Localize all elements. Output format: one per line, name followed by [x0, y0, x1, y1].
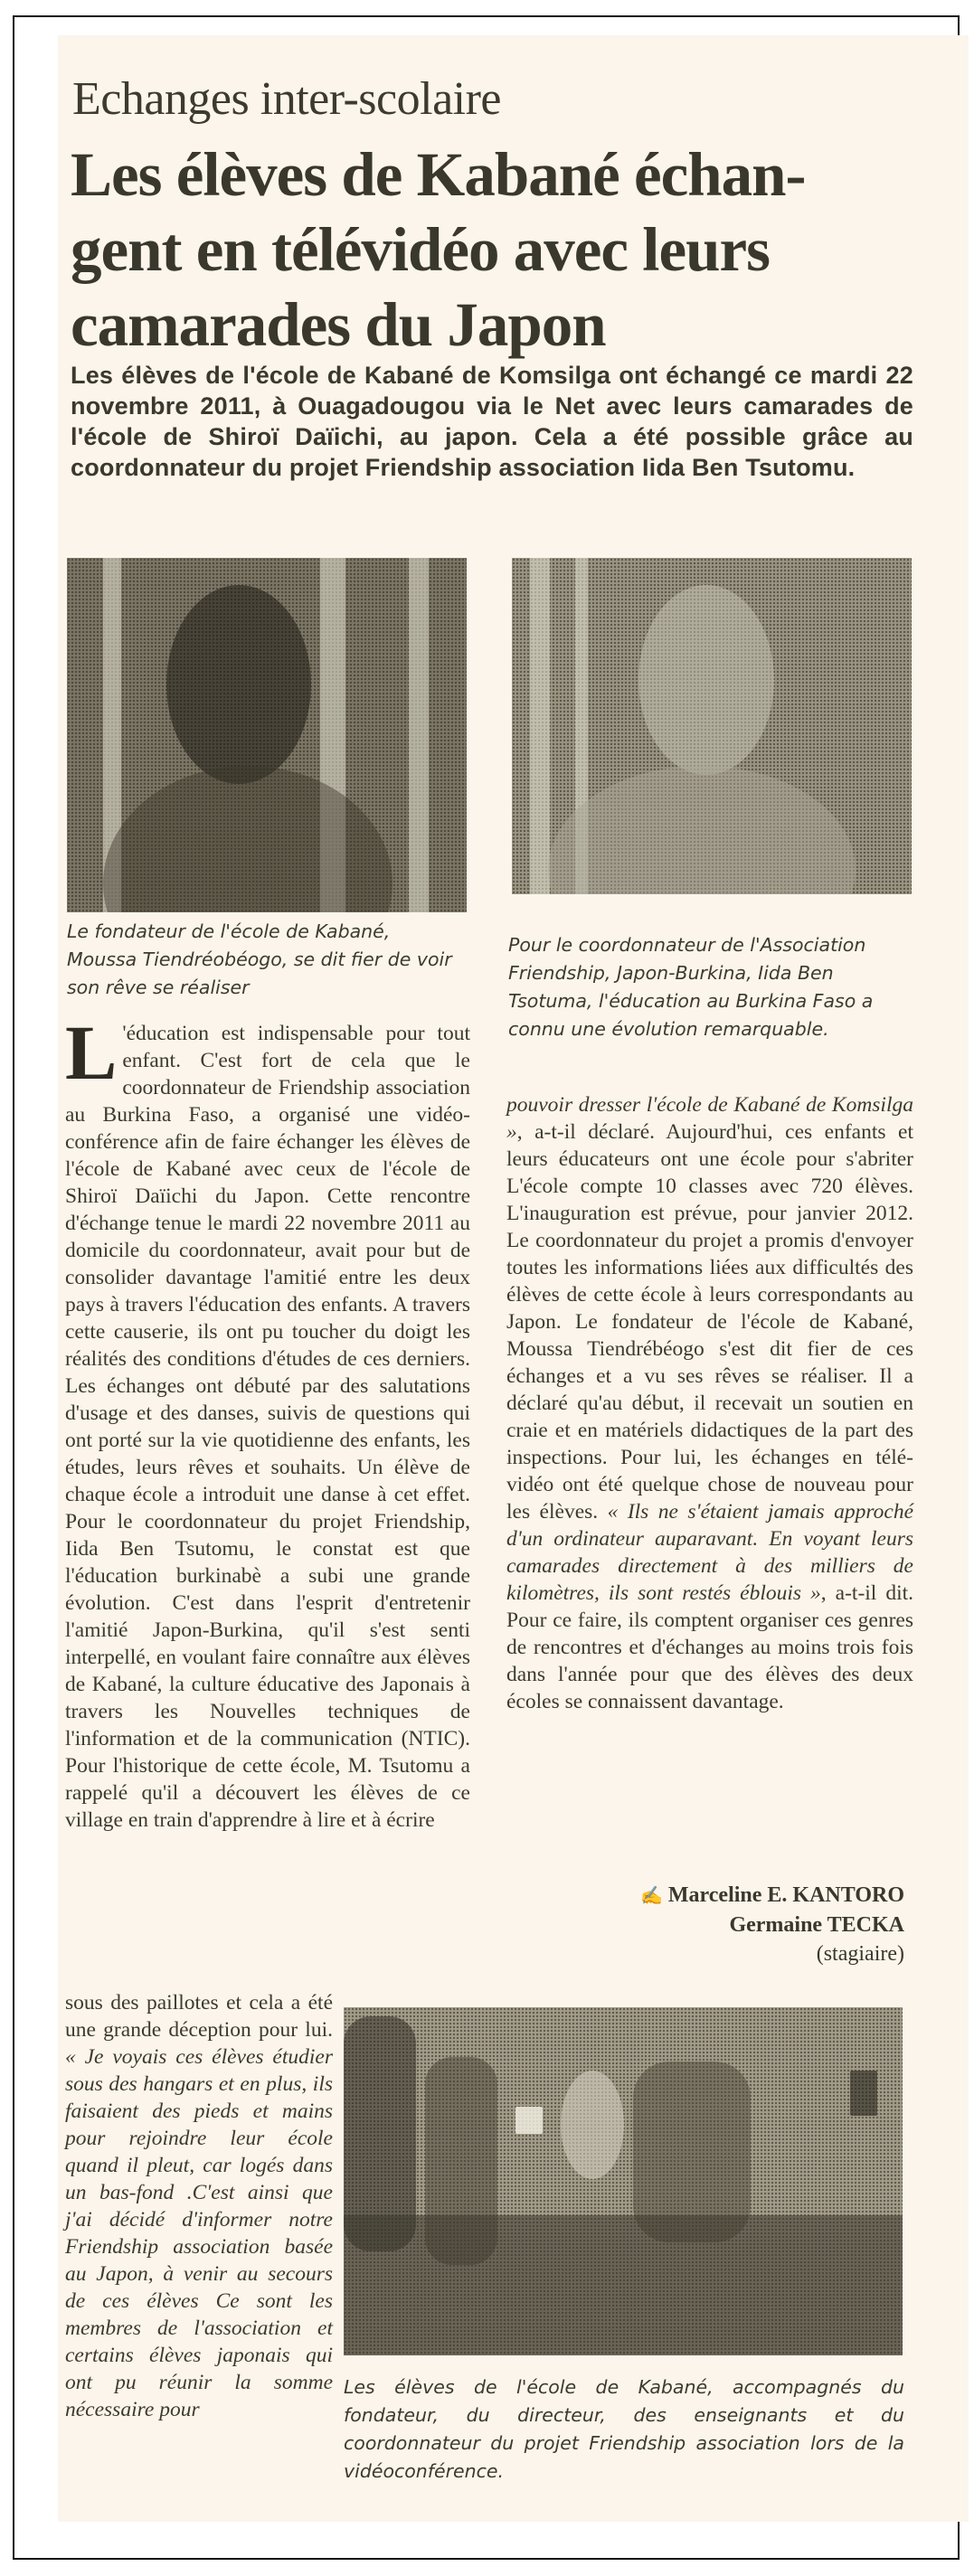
photo-group-videoconference [344, 2007, 903, 2355]
body-column-left [65, 1020, 470, 1938]
article-byline [579, 1881, 904, 1968]
author-name: Germaine TECKA [729, 1913, 904, 1937]
article-kicker: Echanges inter-scolaire [72, 73, 501, 125]
quote-continued: pouvoir dresser l'école de Kabané de Komsilga » [506, 1093, 913, 1144]
quote-text-2: « Ils ne s'étaient jamais approché d'un ordinateur auparavant. En voyant leurs camarades directement à des milliers de kilomètres, ils sont restés éblouis » [506, 1500, 913, 1605]
body-text-right: , a-t-il déclaré. Aujourd'hui, ces enfants et leurs éducateurs ont une école pour s'abriter L'école compte 10 classes avec 720 élèves. L'inauguration est prévue, pour janvier 2012. Le coordonnateur du projet a promis d'envoyer toutes les informations liées aux difficultés des élèves de cette école à leurs correspondants au Japon. Le fondateur de l'école de Kabané, Moussa Tiendrébéogo s'est dit fier de ces échanges et a vu ses rêves se réaliser. Il a déclaré qu'au début, il recevait un soutien en craie et en matériels didactiques de la part des inspections. Pour lui, les échanges en télé-vidéo ont été quelque chose de nouveau pour les élèves. [506, 1120, 913, 1524]
body-column-left-narrow [65, 1989, 333, 2423]
author-name: Marceline E. KANTORO [667, 1883, 904, 1907]
photo-caption-founder: Le fondateur de l'école de Kabané, Moussa Tiendréobéogo, se dit fier de voir son rêve se réaliser [67, 920, 452, 998]
photo-caption-coordinator: Pour le coordonnateur de l'Association Friendship, Japon-Burkina, Iida Ben Tsotuma, l'éducation au Burkina Faso a connu une évolution remarquable. [508, 934, 874, 1040]
body-text-right-end: , a-t-il dit. Pour ce faire, ils comptent organiser ces genres de rencontres et d'échanges au moins trois fois dans l'année pour que des élèves des deux écoles se connaissent davantage. [506, 1581, 913, 1713]
body-column-right [506, 1091, 913, 1715]
pen-hand-icon: ✍ [640, 1886, 663, 1906]
article-lead: Les élèves de l'école de Kabané de Komsilga ont échangé ce mardi 22 novembre 2011, à Ouagadougou via le Net avec leurs camarades de l'école de Shiroï Daïichi, au japon. Cela a été possible grâce au coordonnateur du projet Friendship association Iida Ben Tsutomu. [71, 362, 913, 481]
headline-line: gent en télévidéo avec leurs [71, 215, 770, 284]
drop-cap: L [65, 1020, 118, 1096]
article-headline [71, 137, 921, 363]
photo-founder-portrait [67, 558, 467, 912]
body-text-left: 'éducation est indispensable pour tout enfant. C'est fort de cela que le coordonnateur de Friendship association au Burkina Faso, a organisé une vidéo-conférence afin de faire échanger les élèves de l'école de Kabané avec ceux de l'école de Shiroï Daïichi du Japon. Cette rencontre d'échange tenue le mardi 22 novembre 2011 au domicile du coordonnateur, avait pour but de consolider davantage l'amitié entre les deux pays à travers l'éducation des enfants. A travers cette causerie, ils ont pu toucher du doigt les réalités des conditions d'études de ces derniers. Les échanges ont débuté par des salutations d'usage et des danses, suivis de questions qui ont porté sur la vie quotidienne des enfants, les études, leurs rêves et souhaits. Un élève de chaque école a introduit une danse à cet effet. Pour le coordonnateur du projet Friendship, Iida Ben Tsutomu, le constat est que l'éducation burkinabè a subi une grande évolution. C'est dans l'esprit d'entretenir l'amitié Japon-Burkina, qu'il s'est senti interpellé, en voulant faire connaître aux élèves de Kabané, la culture éducative des Japonais à travers les Nouvelles techniques de l'information et de la communication (NTIC). Pour l'historique de cette école, M. Tsutomu a rappelé qu'il a découvert les élèves de ce village en train d'apprendre à lire et à écrire [65, 1022, 470, 1832]
quote-text: « Je voyais ces élèves étudier sous des hangars et en plus, ils faisaient des pieds et mains pour rejoindre leur école quand il pleut, car logés dans un bas-fond .C'est ainsi que j'ai décidé d'informer notre Friendship association basée au Japon, à venir au secours de ces élèves Ce sont les membres de l'association et certains élèves japonais qui ont pu réunir la somme nécessaire pour [65, 2045, 333, 2421]
headline-line: camarades du Japon [71, 290, 606, 359]
photo-coordinator-portrait [512, 558, 912, 894]
headline-line: Les élèves de Kabané échan- [71, 140, 806, 209]
photo-caption-group: Les élèves de l'école de Kabané, accompagnés du fondateur, du directeur, des enseignants et du coordonnateur du projet Friendship association lors de la vidéoconférence. [344, 2376, 904, 2482]
body-text-narrow: sous des paillotes et cela a été une grande déception pour lui. [65, 1991, 333, 2042]
author-role: (stagiaire) [816, 1942, 904, 1966]
